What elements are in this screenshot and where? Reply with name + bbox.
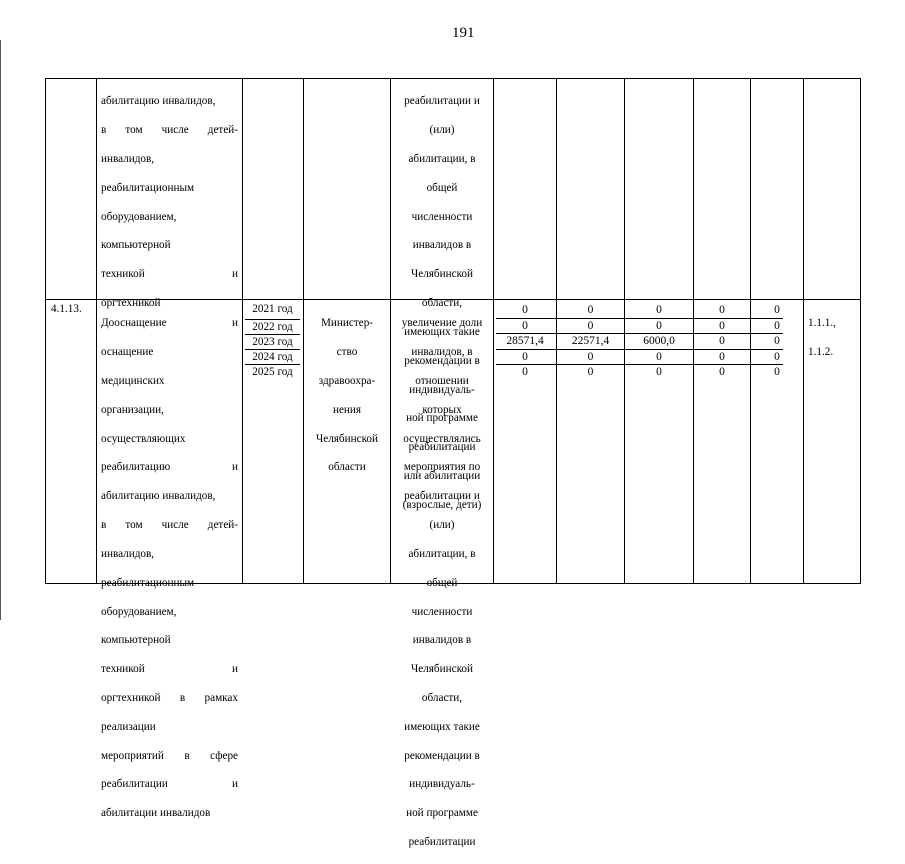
text-line: оргтехникой xyxy=(101,297,161,310)
funding-cell: 0 xyxy=(656,304,662,316)
funding-cell: 0 xyxy=(656,320,662,332)
text-line: в том числе детей- xyxy=(101,519,238,532)
text-line: или абилитации xyxy=(403,469,481,482)
text-line: оргтехникой в рамках xyxy=(101,691,238,704)
text-line: Министер- xyxy=(320,317,374,330)
text-line: Челябинской xyxy=(315,432,379,445)
funding-cell: 28571,4 xyxy=(506,335,544,347)
text-line: реабилитации и xyxy=(404,490,480,503)
executor xyxy=(305,302,389,489)
funding-cell: 0 xyxy=(719,335,725,347)
funding-cell: 0 xyxy=(719,366,725,378)
text-line: отношении xyxy=(415,375,469,388)
text-line: инвалидов в xyxy=(412,634,472,647)
linked-indicators xyxy=(808,302,858,374)
funding-cell: 0 xyxy=(774,366,780,378)
funding-cell: 0 xyxy=(774,320,780,332)
funding-cell: 6000,0 xyxy=(643,335,675,347)
text-line: медицинских xyxy=(101,375,165,388)
year-2023: 2023 год xyxy=(252,336,293,348)
text-line: общей xyxy=(426,576,458,589)
text-line: имеющих такие xyxy=(404,325,480,338)
text-line: осуществлялись xyxy=(403,432,481,445)
text-line: численности xyxy=(411,605,473,618)
text-line: инвалидов, в xyxy=(411,346,473,359)
text-line: инвалидов, xyxy=(101,547,155,560)
text-line: абилитации, в xyxy=(408,153,476,166)
funding-cell: 0 xyxy=(719,351,725,363)
text-line: имеющих такие xyxy=(404,720,480,733)
text-line: техникой и xyxy=(101,268,238,281)
text-line: области, xyxy=(421,691,463,704)
funding-cell: 0 xyxy=(656,366,662,378)
funding-cell: 0 xyxy=(587,320,594,332)
funding-cell: 0 xyxy=(587,351,594,363)
text-line: 1.1.2. xyxy=(808,346,834,359)
funding-cell: 0 xyxy=(774,351,780,363)
text-line: реабилитации и xyxy=(101,778,238,791)
text-line: ной программе xyxy=(406,412,478,425)
text-line: техникой и xyxy=(101,663,238,676)
text-line: Челябинской xyxy=(410,663,474,676)
funding-cell: 0 xyxy=(719,304,725,316)
text-line: рекомендации в xyxy=(404,354,480,367)
text-line: абилитацию инвалидов, xyxy=(101,490,216,503)
text-line: ство xyxy=(336,346,358,359)
text-line: ной программе xyxy=(406,807,478,820)
text-line: реабилитацию и xyxy=(101,461,238,474)
text-line: реабилитационным xyxy=(101,576,195,589)
text-line: области xyxy=(328,461,366,474)
text-line: нения xyxy=(332,403,362,416)
text-line: (или) xyxy=(429,519,455,532)
text-line: Дооснащение и xyxy=(101,317,238,330)
text-line: рекомендации в xyxy=(404,749,480,762)
text-line: мероприятий в сфере xyxy=(101,749,238,762)
text-line: оснащение xyxy=(101,346,154,359)
text-line: индивидуаль- xyxy=(409,383,475,396)
page-number: 191 xyxy=(452,25,475,41)
text-line: области, xyxy=(421,297,463,310)
text-line: увеличение доли xyxy=(401,317,483,330)
text-line: оборудованием, xyxy=(101,210,177,223)
funding-cell: 0 xyxy=(522,366,528,378)
year-2024: 2024 год xyxy=(252,351,293,363)
prev-description xyxy=(101,80,238,325)
text-line: инвалидов, xyxy=(101,153,155,166)
text-line: (или) xyxy=(429,124,455,137)
text-line: здравоохра- xyxy=(318,375,376,388)
funding-cell: 0 xyxy=(774,304,780,316)
text-line: реабилитации xyxy=(408,836,476,849)
funding-cell: 0 xyxy=(719,320,725,332)
funding-cell: 0 xyxy=(522,351,528,363)
row-number: 4.1.13. xyxy=(51,303,82,315)
funding-cell: 0 xyxy=(587,366,594,378)
text-line: индивидуаль- xyxy=(409,778,475,791)
text-line: реабилитации и xyxy=(404,95,480,108)
text-line: в том числе детей- xyxy=(101,124,238,137)
funding-cell: 0 xyxy=(587,304,594,316)
text-line: реабилитации xyxy=(408,441,476,454)
year-2025: 2025 год xyxy=(252,366,293,378)
funding-cell: 0 xyxy=(774,335,780,347)
main-indicator xyxy=(392,302,492,864)
text-line: абилитацию инвалидов, xyxy=(101,95,216,108)
funding-cell: 0 xyxy=(522,320,528,332)
text-line: абилитации инвалидов xyxy=(101,807,211,820)
text-line: мероприятия по xyxy=(403,461,481,474)
main-description xyxy=(101,302,238,835)
year-2022: 2022 год xyxy=(252,321,293,333)
text-line: организации, xyxy=(101,403,164,416)
text-line: осуществляющих xyxy=(101,432,186,445)
text-line: (взрослые, дети) xyxy=(402,498,482,511)
funding-cell: 0 xyxy=(656,351,662,363)
funding-cell: 0 xyxy=(522,304,528,316)
text-line: общей xyxy=(426,181,458,194)
text-line: абилитации, в xyxy=(408,547,476,560)
text-line: реализации xyxy=(101,720,156,733)
scan-edge xyxy=(0,40,1,620)
text-line: инвалидов в xyxy=(412,239,472,252)
year-2021: 2021 год xyxy=(252,303,293,315)
text-line: 1.1.1., xyxy=(808,317,836,330)
text-line: компьютерной xyxy=(101,239,171,252)
funding-cell: 22571,4 xyxy=(571,335,610,347)
text-line: реабилитационным xyxy=(101,181,195,194)
text-line: которых xyxy=(422,403,462,416)
text-line: численности xyxy=(411,210,473,223)
text-line: оборудованием, xyxy=(101,605,177,618)
text-line: компьютерной xyxy=(101,634,171,647)
text-line: Челябинской xyxy=(410,268,474,281)
